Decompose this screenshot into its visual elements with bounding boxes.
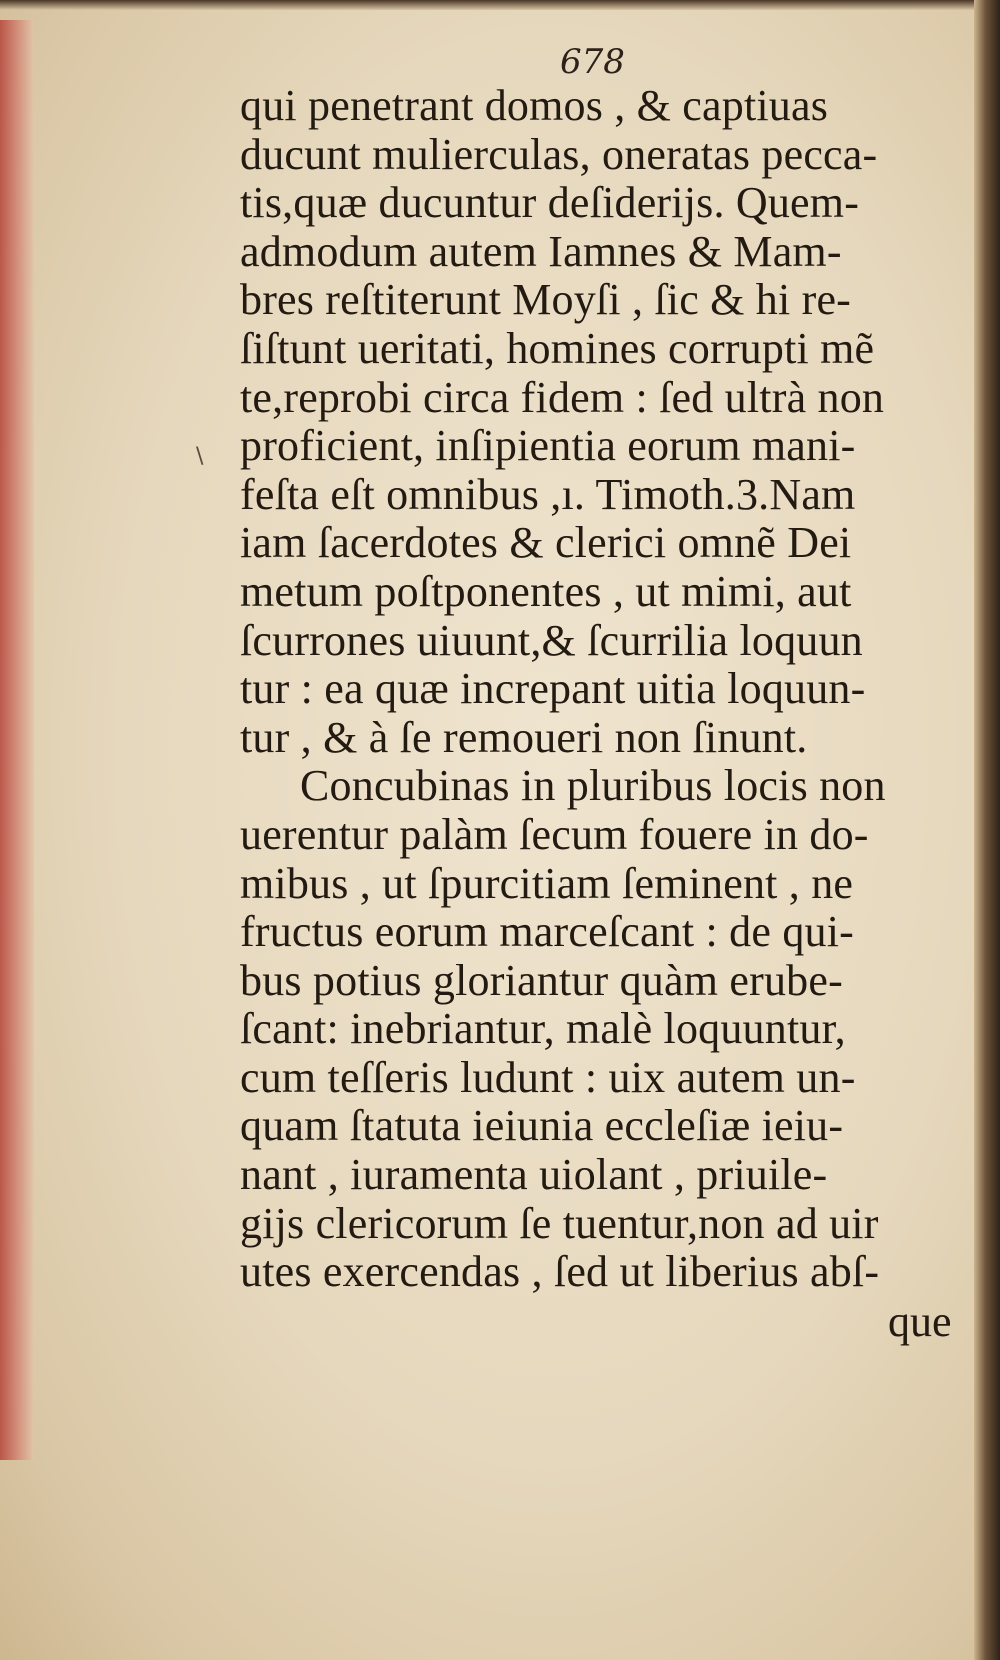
text-line: ſcant: inebriantur, malè loquuntur, [240, 1004, 846, 1054]
text-line: cum teſſeris ludunt : uix autem un- [240, 1052, 856, 1102]
margin-mark: \ [196, 444, 204, 469]
text-line: admodum autem Iamnes & Mam- [240, 226, 842, 276]
text-line: bres reſtiterunt Moyſi , ſic & hi re- [240, 275, 852, 325]
text-line: gijs clericorum ſe tuentur,non ad uir [240, 1198, 879, 1248]
page-number: 678 [560, 42, 625, 82]
paragraph-start-line: Concubinas in pluribus locis non [300, 761, 886, 811]
text-line: proficient, inſipientia eorum mani- [240, 421, 856, 471]
text-line: fructus eorum marceſcant : de qui- [240, 907, 854, 957]
text-line: tur , & à ſe remoueri non ſinunt. [240, 712, 808, 762]
text-line: tur : ea quæ increpant uitia loquun- [240, 664, 866, 714]
text-line: mibus , ut ſpurcitiam ſeminent , ne [240, 858, 854, 908]
text-line: bus potius gloriantur quàm erube- [240, 955, 843, 1005]
text-line: utes exercendas , ſed ut liberius abſ- [240, 1247, 880, 1297]
text-line: feſta eſt omnibus ,ı. Timoth.3.Nam [240, 469, 856, 519]
page-fore-edge [0, 20, 34, 1460]
text-line: iam ſacerdotes & clerici omnẽ Dei [240, 518, 852, 568]
page-top-edge [0, 0, 1000, 10]
text-line: metum poſtponentes , ut mimi, aut [240, 566, 852, 616]
text-line: ſcurrones uiuunt,& ſcurrilia loquun [240, 615, 863, 665]
text-line: quam ſtatuta ieiunia eccleſiæ ieiu- [240, 1101, 844, 1151]
text-line: uerentur palàm ſecum fouere in do- [240, 809, 869, 859]
text-line: te,reprobi circa fidem : ſed ultrà non [240, 372, 885, 422]
text-line: qui penetrant domos , & captiuas [240, 81, 829, 130]
text-line: ſiſtunt ueritati, homines corrupti mẽ [240, 323, 875, 373]
text-line: ducunt mulierculas, oneratas pecca- [240, 129, 878, 179]
page-gutter [974, 0, 1000, 1660]
body-text [240, 82, 940, 1297]
catchword: que [888, 1297, 952, 1346]
text-line: tis,quæ ducuntur deſiderijs. Quem- [240, 178, 860, 228]
text-line: nant , iuramenta uiolant , priuile- [240, 1150, 828, 1200]
